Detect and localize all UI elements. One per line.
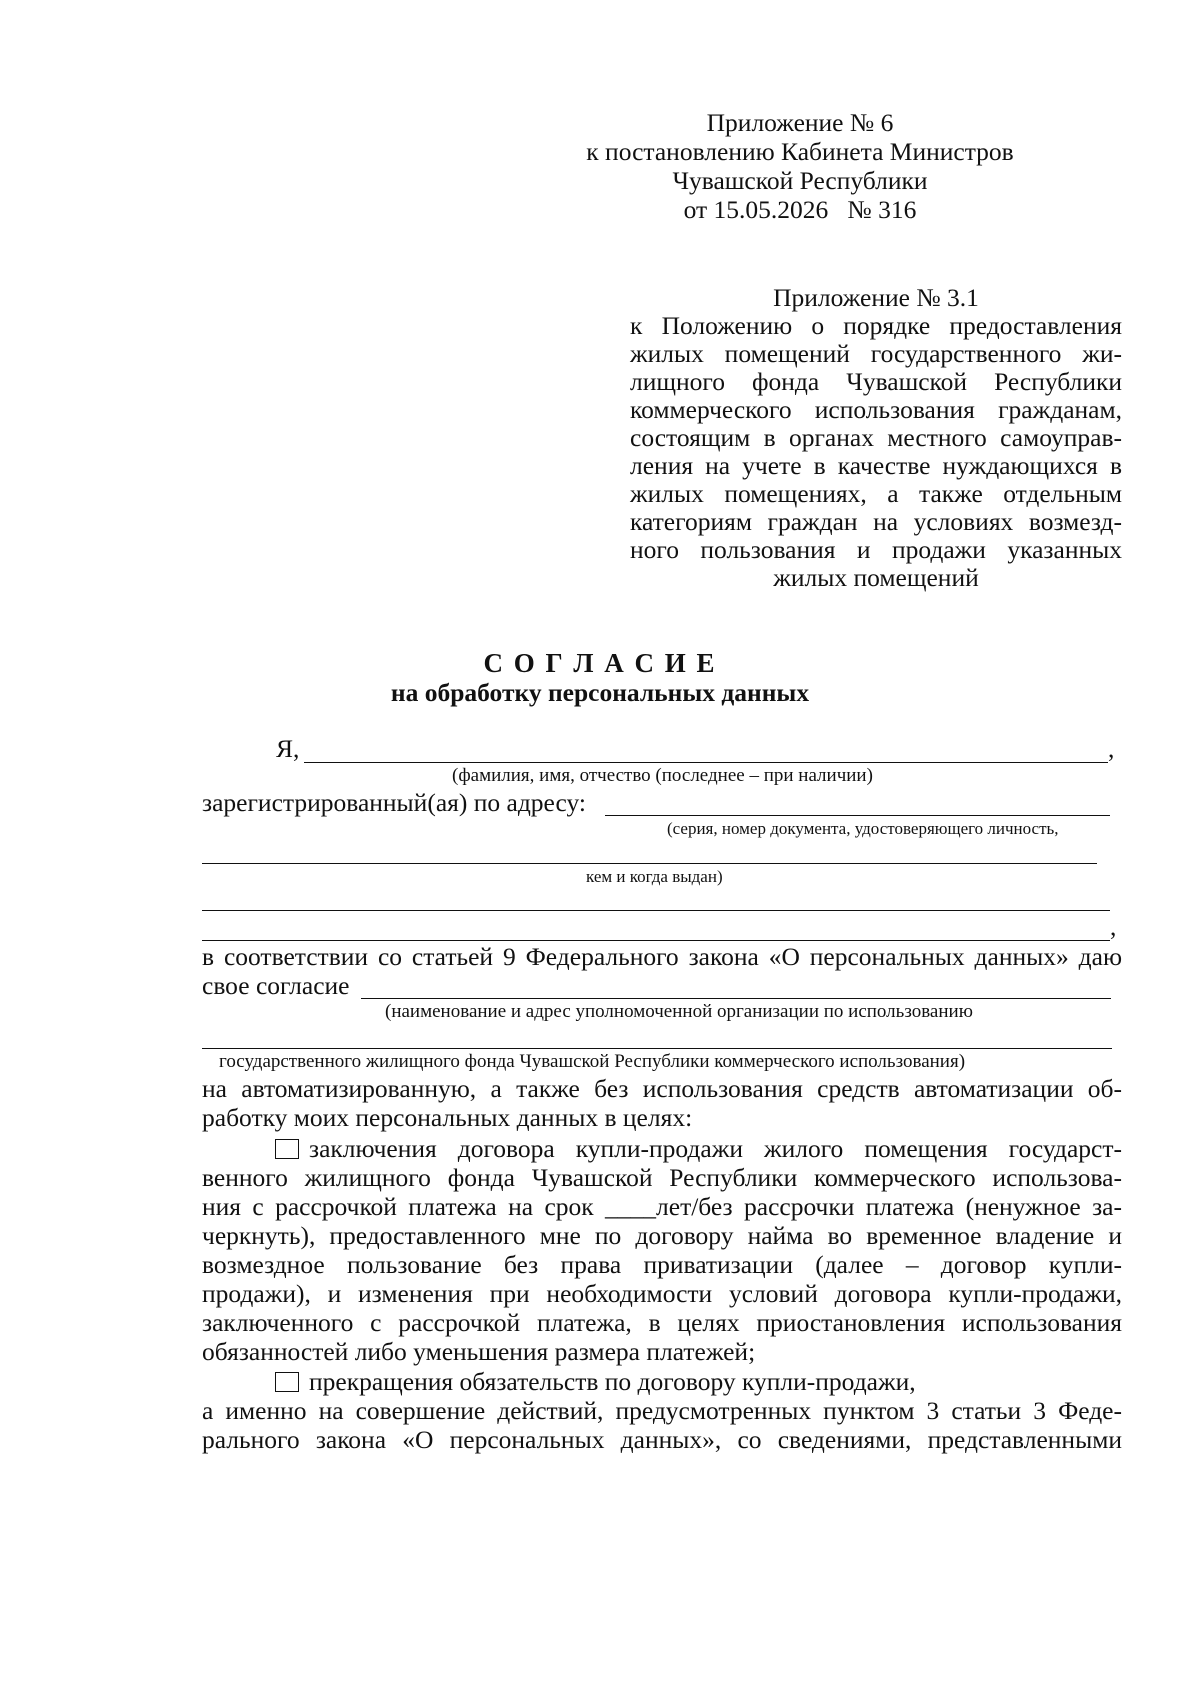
organization-input-line[interactable] xyxy=(361,998,1111,999)
organization-caption-2: государственного жилищного фонда Чувашской Республики коммерческого использования) xyxy=(219,1051,966,1072)
fio-comma: , xyxy=(1108,734,1115,763)
document-subtitle: на обработку персональных данных xyxy=(390,678,810,707)
blank-comma: , xyxy=(1110,912,1117,941)
appendix-date: от 15.05.2026 № 316 xyxy=(683,195,917,224)
address-input-line[interactable] xyxy=(605,815,1110,816)
document-caption: (серия, номер документа, удостоверяющего личность, xyxy=(667,819,1059,838)
purpose-checkbox-1[interactable] xyxy=(275,1139,299,1159)
body-line: на автоматизированную, а также без использования средств автоматизации об- xyxy=(202,1074,1122,1103)
appendix-number: Приложение № 6 xyxy=(706,108,894,137)
appendix-3-1-line: лищного фонда Чувашской Республики xyxy=(630,367,1122,396)
body-line: работку моих персональных данных в целях: xyxy=(202,1103,693,1132)
appendix-3-1-line: жилых помещениях, а также отдельным xyxy=(630,479,1122,508)
blank-input-line-1[interactable] xyxy=(202,910,1110,911)
appendix-3-1-line: коммерческого использования гражданам, xyxy=(630,395,1122,424)
organization-input-line-2[interactable] xyxy=(202,1048,1112,1049)
appendix-3-1-title: Приложение № 3.1 xyxy=(773,283,979,312)
body-line: рального закона «О персональных данных», со сведениями, представленными xyxy=(202,1425,1122,1454)
body-line: возмездное пользование без права приватизации (далее – договор купли- xyxy=(202,1250,1122,1279)
document-title: С О Г Л А С И Е xyxy=(483,648,717,678)
appendix-3-1-line: к Положению о порядке предоставления xyxy=(630,311,1122,340)
purpose-option-1-text: заключения договора купли-продажи жилого помещения государст- xyxy=(309,1134,1122,1163)
fio-input-line[interactable] xyxy=(304,762,1108,763)
organization-caption: (наименование и адрес уполномоченной организации по использованию xyxy=(385,1001,973,1022)
appendix-republic: Чувашской Республики xyxy=(672,166,928,195)
purpose-checkbox-2[interactable] xyxy=(275,1372,299,1392)
consent-label: свое согласие xyxy=(202,971,350,1000)
purpose-option-1 xyxy=(275,1134,1122,1164)
body-line: обязанностей либо уменьшения размера платежей; xyxy=(202,1337,756,1366)
document-issued-caption: кем и когда выдан) xyxy=(586,867,723,886)
blank-input-line-2[interactable] xyxy=(202,940,1110,941)
appendix-reference: к постановлению Кабинета Министров xyxy=(586,137,1014,166)
appendix-3-1-line: жилых помещений государственного жи- xyxy=(630,339,1122,368)
document-input-line[interactable] xyxy=(202,863,1097,864)
fio-caption: (фамилия, имя, отчество (последнее – при наличии) xyxy=(452,765,873,786)
appendix-3-1-line: жилых помещений xyxy=(773,563,979,592)
address-label: зарегистрированный(ая) по адресу: xyxy=(202,788,586,817)
appendix-3-1-line: категориям граждан на условиях возмезд- xyxy=(630,507,1122,536)
appendix-3-1-line: ного пользования и продажи указанных xyxy=(630,535,1122,564)
consent-text-line: в соответствии со статьей 9 Федерального закона «О персональных данных» даю xyxy=(202,942,1122,971)
body-line: заключенного с рассрочкой платежа, в целях приостановления использования xyxy=(202,1308,1122,1337)
body-line: черкнуть), предоставленного мне по договору найма во временное владение и xyxy=(202,1221,1122,1250)
purpose-option-2 xyxy=(275,1367,916,1397)
appendix-3-1-line: ления на учете в качестве нуждающихся в xyxy=(630,451,1122,480)
appendix-3-1-line: состоящим в органах местного самоуправ- xyxy=(630,423,1122,452)
body-line: венного жилищного фонда Чувашской Республики коммерческого использова- xyxy=(202,1163,1122,1192)
body-line: ния с рассрочкой платежа на срок ____лет/без рассрочки платежа (ненужное за- xyxy=(202,1192,1122,1221)
body-line: а именно на совершение действий, предусмотренных пунктом 3 статьи 3 Феде- xyxy=(202,1396,1122,1425)
purpose-option-2-text: прекращения обязательств по договору купли-продажи, xyxy=(309,1367,916,1396)
body-line: продажи), и изменения при необходимости условий договора купли-продажи, xyxy=(202,1279,1122,1308)
ya-label: Я, xyxy=(276,734,300,763)
